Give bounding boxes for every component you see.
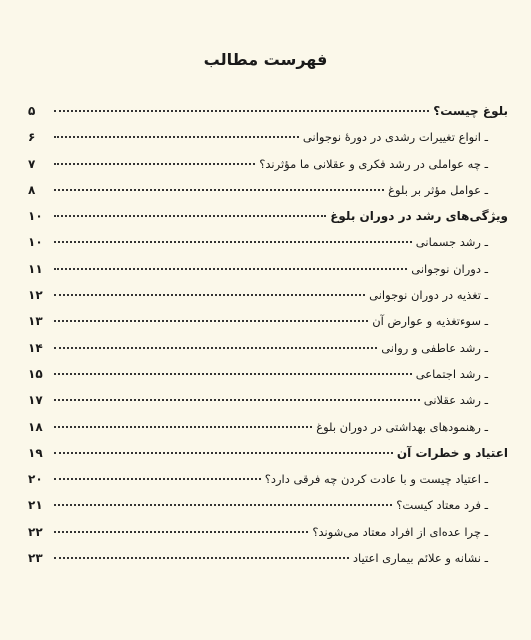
toc-entry-label: ـ نشانه و علائم بیماری اعتیاد — [352, 551, 488, 566]
toc-entry-label: ـ تغذیه در دوران نوجوانی — [369, 288, 488, 303]
toc-entry — [28, 551, 508, 577]
toc-entry-page-number: ۱۰ — [28, 235, 43, 250]
toc-entry-page-number: ۲۰ — [28, 472, 43, 487]
toc-entry-page-number: ۲۳ — [28, 551, 43, 566]
toc-entry — [28, 367, 508, 393]
toc-entry — [28, 104, 508, 130]
toc-entry-label: ـ رهنمودهای بهداشتی در دوران بلوغ — [316, 419, 488, 434]
dot-leader — [54, 215, 326, 217]
toc-entry-label: ـ فرد معتاد کیست؟ — [396, 498, 488, 513]
dot-leader — [54, 189, 384, 191]
toc-entry-page-number: ۱۵ — [28, 366, 43, 381]
toc-entry — [28, 235, 508, 261]
toc-entry-page-number: ۱۰ — [28, 209, 43, 224]
toc-entry-page-number: ۲۱ — [28, 498, 43, 513]
toc-entry-label: بلوغ چیست؟ — [433, 104, 508, 118]
toc-entry-page-number: ۱۳ — [28, 314, 43, 329]
toc-entry-label: ـ رشد اجتماعی — [415, 366, 488, 381]
toc-entry — [28, 209, 508, 235]
toc-entry — [28, 314, 508, 340]
dot-leader — [54, 399, 420, 401]
toc-entry-label: اعتیاد و خطرات آن — [396, 445, 508, 460]
toc-entry — [28, 446, 508, 472]
dot-leader — [54, 557, 349, 559]
toc-entry-label: ـ چرا عده‌ای از افراد معتاد می‌شوند؟ — [312, 524, 488, 539]
toc-entry — [28, 288, 508, 314]
dot-leader — [54, 136, 299, 138]
toc-entry-label: ـ اعتیاد چیست و با عادت کردن چه فرقی دارد؟ — [264, 472, 488, 487]
dot-leader — [54, 347, 377, 349]
toc-entry-label: ـ سوءتغذیه و عوارض آن — [372, 314, 488, 329]
dot-leader — [54, 452, 393, 454]
toc-entry — [28, 341, 508, 367]
toc-entry-page-number: ۵ — [28, 104, 36, 118]
dot-leader — [54, 373, 412, 375]
toc-entry-page-number: ۶ — [28, 130, 36, 145]
toc-entry-label: ـ چه عواملی در رشد فکری و عقلانی ما مؤثرند؟ — [259, 156, 488, 171]
toc-entry — [28, 262, 508, 288]
page-title: فهرست مطالب — [203, 50, 328, 69]
toc-entry — [28, 498, 508, 524]
toc-entry-label: ـ انواع تغییرات رشدی در دورهٔ نوجوانی — [302, 130, 488, 145]
toc-entry-label: ـ رشد جسمانی — [415, 235, 488, 250]
toc-entry — [28, 420, 508, 446]
toc-entry-page-number: ۱۸ — [28, 419, 43, 434]
toc-entry-page-number: ۱۴ — [28, 340, 43, 355]
dot-leader — [54, 294, 365, 296]
toc-entry — [28, 525, 508, 551]
toc-entry-label: ـ عوامل مؤثر بر بلوغ — [388, 182, 488, 197]
toc-entry-page-number: ۱۷ — [28, 393, 43, 408]
toc-entry — [28, 472, 508, 498]
table-of-contents — [28, 104, 508, 577]
toc-entry-page-number: ۸ — [28, 182, 36, 197]
toc-entry-label: ـ رشد عقلانی — [423, 393, 488, 408]
dot-leader — [54, 478, 261, 480]
dot-leader — [54, 504, 392, 506]
toc-entry-label: ـ رشد عاطفی و روانی — [381, 340, 488, 355]
toc-entry-page-number: ۱۱ — [28, 261, 43, 276]
dot-leader — [54, 241, 412, 243]
toc-entry-page-number: ۷ — [28, 156, 36, 171]
toc-entry-page-number: ۱۹ — [28, 445, 43, 460]
dot-leader — [54, 163, 255, 165]
toc-entry-label: ـ دوران نوجوانی — [411, 261, 488, 276]
dot-leader — [54, 531, 308, 533]
toc-entry-page-number: ۲۲ — [28, 524, 43, 539]
toc-entry — [28, 130, 508, 156]
dot-leader — [54, 268, 407, 270]
dot-leader — [54, 426, 312, 428]
toc-entry-label: ویژگی‌های رشد در دوران بلوغ — [330, 209, 508, 224]
toc-entry-page-number: ۱۲ — [28, 288, 43, 303]
toc-entry — [28, 183, 508, 209]
dot-leader — [54, 320, 368, 322]
toc-entry — [28, 393, 508, 419]
toc-entry — [28, 157, 508, 183]
dot-leader — [54, 110, 429, 112]
